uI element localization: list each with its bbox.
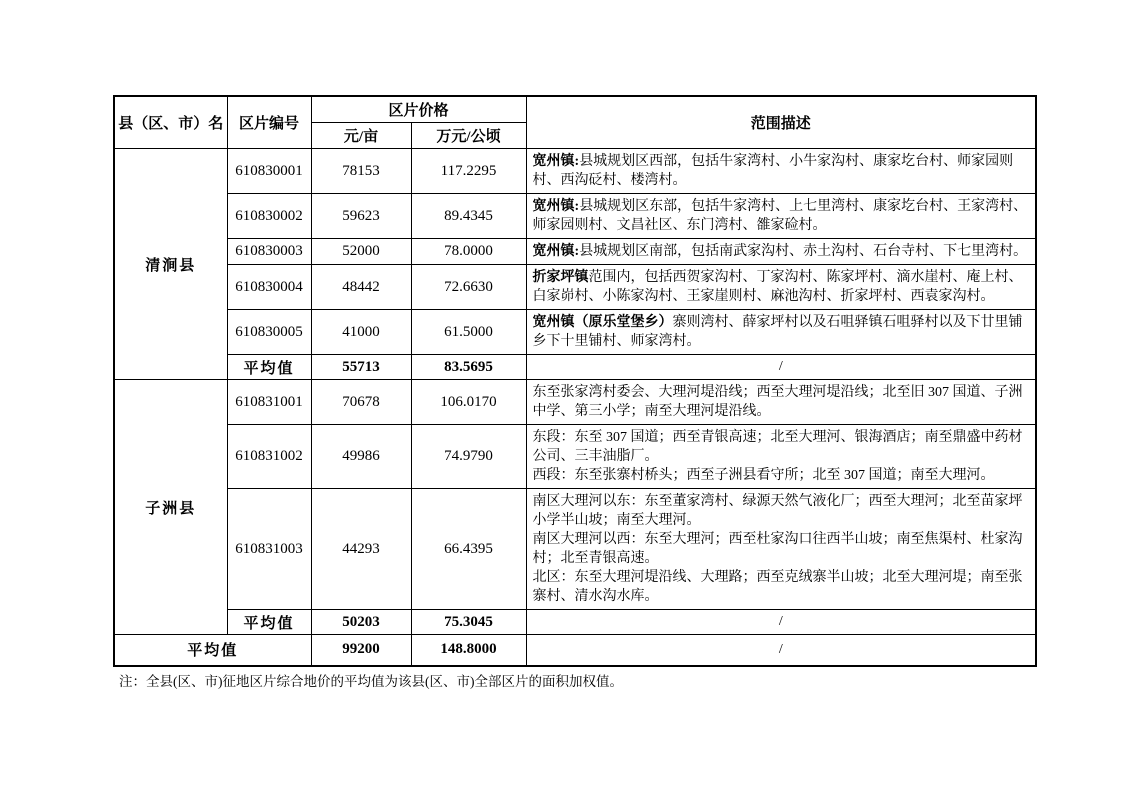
zone-row	[114, 380, 1036, 425]
slash-cell: /	[526, 610, 1036, 635]
table-body	[114, 149, 1036, 666]
scope-paragraph: 宽州镇:县城规划区西部，包括牛家湾村、小牛家沟村、康家圪台村、师家园则村、西沟砭村、楼湾村。	[532, 154, 1014, 188]
scope-paragraph: 宽州镇（原乐堂堡乡）寨则湾村、薛家坪村以及石咀驿镇石咀驿村以及下廿里铺乡下十里铺村、师家湾村。	[532, 315, 1023, 349]
scope-cell	[526, 239, 1036, 265]
zone-number-cell: 610830001	[227, 149, 311, 194]
price-wanyuan-ha-cell: 66.4395	[411, 489, 526, 610]
scope-paragraph: 宽州镇:县城规划区东部，包括牛家湾村、上七里湾村、康家圪台村、王家湾村、师家园则村、文昌社区、东门湾村、雒家硷村。	[532, 199, 1028, 233]
zone-number-cell: 610830003	[227, 239, 311, 265]
header-price-yuan-mu: 元/亩	[311, 123, 411, 149]
price-yuan-mu-cell: 70678	[311, 380, 411, 425]
price-wanyuan-ha-cell: 61.5000	[411, 310, 526, 355]
price-wanyuan-ha-cell: 72.6630	[411, 265, 526, 310]
price-yuan-mu-cell: 44293	[311, 489, 411, 610]
scope-cell	[526, 425, 1036, 489]
scope-paragraph: 东段：东至 307 国道；西至青银高速；北至大理河、银海酒店；南至鼎盛中药材公司、三丰油脂厂。	[532, 430, 1023, 464]
price-yuan-mu-cell: 52000	[311, 239, 411, 265]
scope-paragraph: 南区大理河以西：东至大理河；西至杜家沟口往西半山坡；南至焦渠村、杜家沟村；北至青银高速。	[532, 532, 1023, 566]
county-name-cell: 清涧县	[114, 149, 227, 380]
slash-cell: /	[526, 635, 1036, 666]
price-wanyuan-ha-cell: 106.0170	[411, 380, 526, 425]
header-zone: 区片编号	[227, 96, 311, 149]
zone-number-cell: 610831001	[227, 380, 311, 425]
zone-row	[114, 265, 1036, 310]
county-name-cell: 子洲县	[114, 380, 227, 635]
overall-average-label-cell: 平均值	[114, 635, 311, 666]
scope-paragraph: 南区大理河以东：东至董家湾村、绿源天然气液化厂；西至大理河；北至苗家坪小学半山坡；南至大理河。	[532, 494, 1023, 528]
town-name: 宽州镇:	[532, 199, 580, 214]
average-yuan-mu-cell: 55713	[311, 355, 411, 380]
zone-row	[114, 239, 1036, 265]
header-price-wanyuan-ha: 万元/公顷	[411, 123, 526, 149]
slash-cell: /	[526, 355, 1036, 380]
zone-row	[114, 194, 1036, 239]
zone-number-cell: 610830002	[227, 194, 311, 239]
zone-row	[114, 425, 1036, 489]
scope-cell	[526, 310, 1036, 355]
zone-row	[114, 489, 1036, 610]
county-average-row	[114, 355, 1036, 380]
header-price-group: 区片价格	[311, 96, 526, 123]
zone-number-cell: 610830004	[227, 265, 311, 310]
header-scope: 范围描述	[526, 96, 1036, 149]
town-name: 宽州镇:	[532, 154, 580, 169]
price-wanyuan-ha-cell: 74.9790	[411, 425, 526, 489]
average-label-cell: 平均值	[227, 355, 311, 380]
footnote: 注：全县(区、市)征地区片综合地价的平均值为该县(区、市)全部区片的面积加权值。	[119, 673, 623, 689]
scope-paragraph: 折家坪镇范围内，包括西贺家沟村、丁家沟村、陈家坪村、滴水崖村、庵上村、白家峁村、小陈家沟村、王家崖则村、麻池沟村、折家坪村、西袁家沟村。	[532, 270, 1023, 304]
scope-paragraph: 宽州镇:县城规划区南部，包括南武家沟村、赤土沟村、石台寺村、下七里湾村。	[532, 244, 1028, 259]
average-wanyuan-ha-cell: 75.3045	[411, 610, 526, 635]
scope-cell	[526, 380, 1036, 425]
zone-number-cell: 610830005	[227, 310, 311, 355]
price-yuan-mu-cell: 41000	[311, 310, 411, 355]
scope-paragraph: 西段：东至张寨村桥头；西至子洲县看守所；北至 307 国道；南至大理河。	[532, 468, 995, 483]
zone-number-cell: 610831003	[227, 489, 311, 610]
town-name: 宽州镇（原乐堂堡乡）	[532, 315, 673, 330]
price-yuan-mu-cell: 59623	[311, 194, 411, 239]
scope-cell	[526, 489, 1036, 610]
scope-cell	[526, 149, 1036, 194]
price-yuan-mu-cell: 78153	[311, 149, 411, 194]
scope-cell	[526, 194, 1036, 239]
town-name: 宽州镇:	[532, 244, 580, 259]
average-label-cell: 平均值	[227, 610, 311, 635]
table-block	[113, 95, 1035, 690]
town-name: 折家坪镇	[532, 270, 589, 285]
price-yuan-mu-cell: 49986	[311, 425, 411, 489]
overall-wanyuan-ha-cell: 148.8000	[411, 635, 526, 666]
zone-row	[114, 149, 1036, 194]
price-wanyuan-ha-cell: 89.4345	[411, 194, 526, 239]
average-wanyuan-ha-cell: 83.5695	[411, 355, 526, 380]
land-price-table	[113, 95, 1037, 667]
zone-row	[114, 310, 1036, 355]
county-average-row	[114, 610, 1036, 635]
average-yuan-mu-cell: 50203	[311, 610, 411, 635]
zone-number-cell: 610831002	[227, 425, 311, 489]
scope-paragraph: 东至张家湾村委会、大理河堤沿线；西至大理河堤沿线；北至旧 307 国道、子洲中学、第三小学；南至大理河堤沿线。	[532, 385, 1023, 419]
scope-paragraph: 北区：东至大理河堤沿线、大理路；西至克绒寨半山坡；北至大理河堤；南至张寨村、清水沟水库。	[532, 570, 1023, 604]
overall-yuan-mu-cell: 99200	[311, 635, 411, 666]
price-wanyuan-ha-cell: 117.2295	[411, 149, 526, 194]
overall-average-row	[114, 635, 1036, 666]
header-county: 县（区、市）名	[114, 96, 227, 149]
price-yuan-mu-cell: 48442	[311, 265, 411, 310]
table-header	[114, 96, 1036, 149]
price-wanyuan-ha-cell: 78.0000	[411, 239, 526, 265]
scope-cell	[526, 265, 1036, 310]
